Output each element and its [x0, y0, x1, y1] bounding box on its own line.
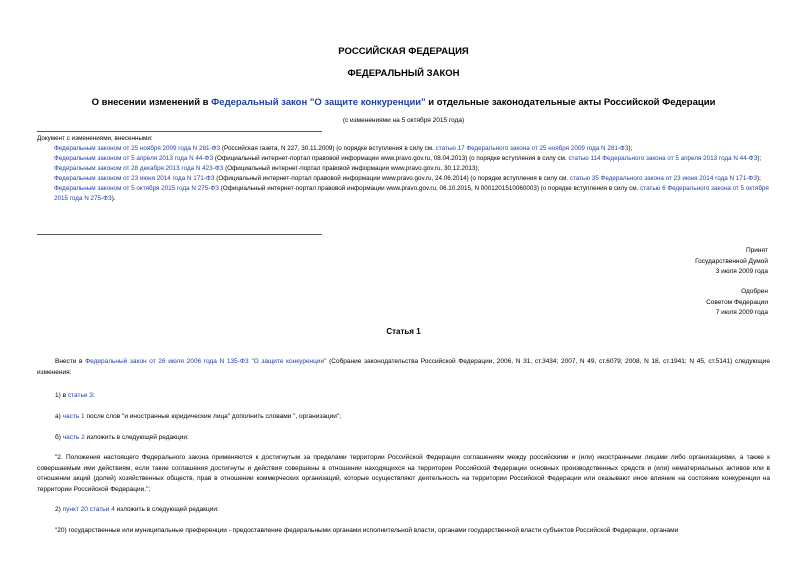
adopted-body: Государственной Думой [695, 257, 768, 265]
adopted-date: 3 июля 2009 года [715, 268, 768, 275]
paragraph-item-a [37, 412, 770, 423]
amending-law-link[interactable]: Федеральным законом от 28 декабря 2013 года N 423-ФЗ [54, 165, 224, 172]
paragraph-text: "20) государственные или муниципальные преференции - предоставление федеральными органами исполнительной власти, органами государственной власти субъектов Российской Федерации, органами [55, 527, 679, 534]
title-text-post: и отдельные законодательные акты Российской Федерации [425, 97, 716, 108]
article-3-link[interactable]: статье 3 [67, 392, 93, 399]
history-divider-top [37, 131, 322, 132]
paragraph-intro [37, 357, 770, 378]
amending-law-link[interactable]: Федеральным законом от 5 октября 2015 года N 275-ФЗ [54, 185, 219, 192]
history-item [37, 164, 773, 174]
amendment-history [37, 134, 773, 204]
history-item-text: (Официальный интернет-портал правовой информации www.pravo.gov.ru, 30.12.2013); [223, 165, 480, 172]
adopted-label: Принят [745, 247, 768, 254]
paragraph-text: б) [55, 434, 63, 441]
law-135-link[interactable]: Федеральный закон от 26 июля 2006 года N 135-ФЗ "О защите конкуренции" [85, 358, 327, 365]
part-2-link[interactable]: часть 2 [62, 434, 85, 441]
document-title [0, 97, 807, 108]
paragraph-point-20-text [37, 526, 770, 537]
paragraph-item-1 [37, 391, 770, 402]
approved-body: Советом Федерации [706, 298, 768, 306]
history-item [37, 174, 773, 184]
article-4-point-20-link[interactable]: пункт 20 статьи 4 [62, 506, 115, 513]
paragraph-item-2 [37, 505, 770, 516]
paragraph-text: а) [55, 413, 63, 420]
approved-label: Одобрен [741, 288, 768, 295]
history-item [37, 154, 773, 164]
paragraph-item-b [37, 433, 770, 444]
history-item [37, 144, 773, 154]
paragraph-text: Внести в [55, 358, 86, 365]
doc-type-heading: ФЕДЕРАЛЬНЫЙ ЗАКОН [347, 68, 460, 79]
approved-date: 7 июля 2009 года [715, 309, 768, 316]
history-item-tail: ). [111, 195, 116, 202]
edition-note: (с изменениями на 5 октября 2015 года) [342, 117, 465, 124]
history-divider-bottom [37, 234, 322, 235]
country-heading: РОССИЙСКАЯ ФЕДЕРАЦИЯ [338, 46, 469, 57]
history-intro: Документ с изменениями, внесенными: [37, 135, 153, 142]
paragraph-text: 2) [55, 506, 63, 513]
paragraph-text: изложить в следующей редакции: [114, 506, 219, 513]
paragraph-text: "2. Положения настоящего Федерального закона применяются к достигнутым за пределами территории Российской Федерации соглашениям между российскими и (или) иностранными лицами либо организациями, а также к совершаемым ими действиям, если такие соглашения достигнуты и действия совершены в отношении находящихся на территории Российской Федерации основных производственных средств и (или) нематериальных активов или в отношении акций (долей) хозяйственных обществ, прав в отношении коммерческих организаций, которые осуществляют деятельность на территории Российской Федерации или оказывают иное влияние на состояние конкуренции на территории Российской Федерации."; [37, 454, 770, 493]
history-item-text: (Официальный интернет-портал правовой информации www.pravo.gov.ru, 06.10.2015, N 0001201510060003) (о порядке вступления в силу см. [218, 185, 641, 192]
history-item [37, 184, 773, 204]
amending-law-link[interactable]: Федеральным законом от 25 ноября 2009 года N 281-ФЗ [54, 145, 221, 152]
approved-block [706, 287, 768, 319]
title-law-link[interactable]: Федеральный закон "О защите конкуренции" [211, 97, 426, 108]
history-item-tail: ); [628, 145, 633, 152]
history-item-text: (Официальный интернет-портал правовой информации www.pravo.gov.ru, 24.06.2014) (о порядке вступления в силу см. [214, 175, 570, 182]
effective-date-link[interactable]: статью 6 Федерального закона от 5 октября 2015 года N 275-ФЗ [54, 185, 769, 202]
paragraph-text: после слов "и иностранные юридические лица" дополнить словами ", организации"; [84, 413, 342, 420]
article-title: Статья 1 [386, 327, 421, 336]
history-item-tail: ); [757, 155, 762, 162]
history-item-tail: ); [757, 175, 761, 182]
effective-date-link[interactable]: статью 17 Федерального закона от 25 ноября 2009 года N 281-ФЗ [435, 145, 629, 152]
effective-date-link[interactable]: статью 114 Федерального закона от 5 апреля 2013 года N 44-ФЗ [568, 155, 758, 162]
amending-law-link[interactable]: Федеральным законом от 5 апреля 2013 года N 44-ФЗ [54, 155, 214, 162]
effective-date-link[interactable]: статью 35 Федерального закона от 23 июня 2014 года N 171-ФЗ [569, 175, 758, 182]
paragraph-text: (Собрание законодательства Российской Федерации, 2006, N 31, ст.3434; 2007, N 49, ст.6079; 2008, N 18, ст.1941; N 45, ст.5141) следующие изменения: [37, 358, 771, 376]
amending-law-link[interactable]: Федеральным законом от 23 июня 2014 года N 171-ФЗ [54, 175, 215, 182]
history-item-text: (Российская газета, N 227, 30.11.2009) (о порядке вступления в силу см. [220, 145, 436, 152]
paragraph-part-2-text [37, 453, 770, 495]
paragraph-text: 1) в [55, 392, 68, 399]
adopted-block [695, 246, 768, 278]
paragraph-text: изложить в следующей редакции: [84, 434, 189, 441]
part-1-link[interactable]: часть 1 [62, 413, 85, 420]
paragraph-text: : [92, 392, 95, 399]
title-text-pre: О внесении изменений в [91, 97, 212, 108]
history-item-text: (Официальный интернет-портал правовой информации www.pravo.gov.ru, 08.04.2013) (о порядке вступления в силу см. [213, 155, 569, 162]
